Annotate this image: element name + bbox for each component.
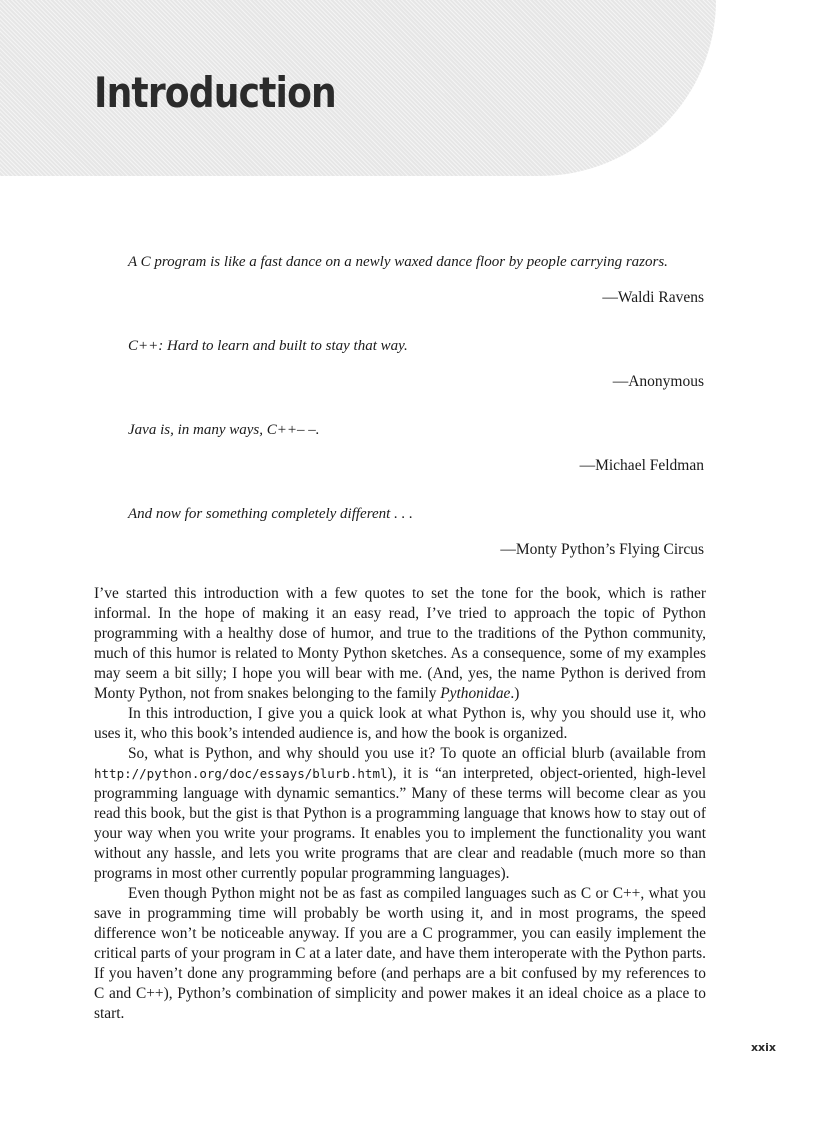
epigraph-quote [128,252,704,306]
paragraph: Even though Python might not be as fast as compiled languages such as C or C++, what you save in programming time will probably be worth using it, and in most programs, the speed difference won’t be noticeable anyway. If you are a C programmer, you can easily implement the critical parts of your program in C at a later date, and have them interoperate with the Python parts. If you haven’t done any programming before (and perhaps are a bit confused by my references to C and C++), Python’s combination of simplicity and power makes it an ideal choice as a place to start. [94,885,706,1022]
page-number: xxix [750,1041,776,1054]
quote-text: Java is, in many ways, C++– –. [128,422,320,438]
paragraph-text: .) [510,685,520,702]
emphasis-text: Pythonidae [440,685,511,702]
quote-attribution: —Monty Python’s Flying Circus [500,541,704,558]
chapter-title: Introduction [94,68,336,117]
paragraph-text: So, what is Python, and why should you use it? To quote an official blurb (available from [128,745,706,762]
epigraph-quote [128,420,704,474]
quote-attribution: —Waldi Ravens [602,289,704,306]
paragraph-text: I’ve started this introduction with a few quotes to set the tone for the book, which is rather informal. In the hope of making it an easy read, I’ve tried to approach the topic of Python programming with a healthy dose of humor, and true to the traditions of the Python community, much of this humor is related to Monty Python sketches. As a consequence, some of my examples may seem a bit silly; I hope you will bear with me. (And, yes, the name Python is derived from Monty Python, not from snakes belonging to the family [94,585,706,702]
paragraph-text: ), it is “an interpreted, object-oriented, high-level programming language with dynamic semantics.” Many of these terms will become clear as you read this book, but the gist is that Python is a programming language that knows how to stay out of your way when you write your programs. It enables you to implement the functionality you want without any hassle, and lets you write programs that are clear and readable (much more so than programs in most other currently popular programming languages). [94,765,706,882]
url-text: http://python.org/doc/essays/blurb.html [94,766,388,781]
quote-attribution: —Michael Feldman [579,457,704,474]
paragraph [94,584,706,704]
epigraph-quote [128,504,704,558]
quote-attribution: —Anonymous [612,373,704,390]
epigraph-quote [128,336,704,390]
paragraph [94,744,706,884]
paragraph: In this introduction, I give you a quick look at what Python is, why you should use it, who uses it, who this book’s intended audience is, and how the book is organized. [94,705,706,742]
quote-text: C++: Hard to learn and built to stay that way. [128,338,408,354]
quote-text: And now for something completely different . . . [128,506,413,522]
body-text [94,584,706,1024]
quote-text: A C program is like a fast dance on a newly waxed dance floor by people carrying razors. [128,254,668,270]
